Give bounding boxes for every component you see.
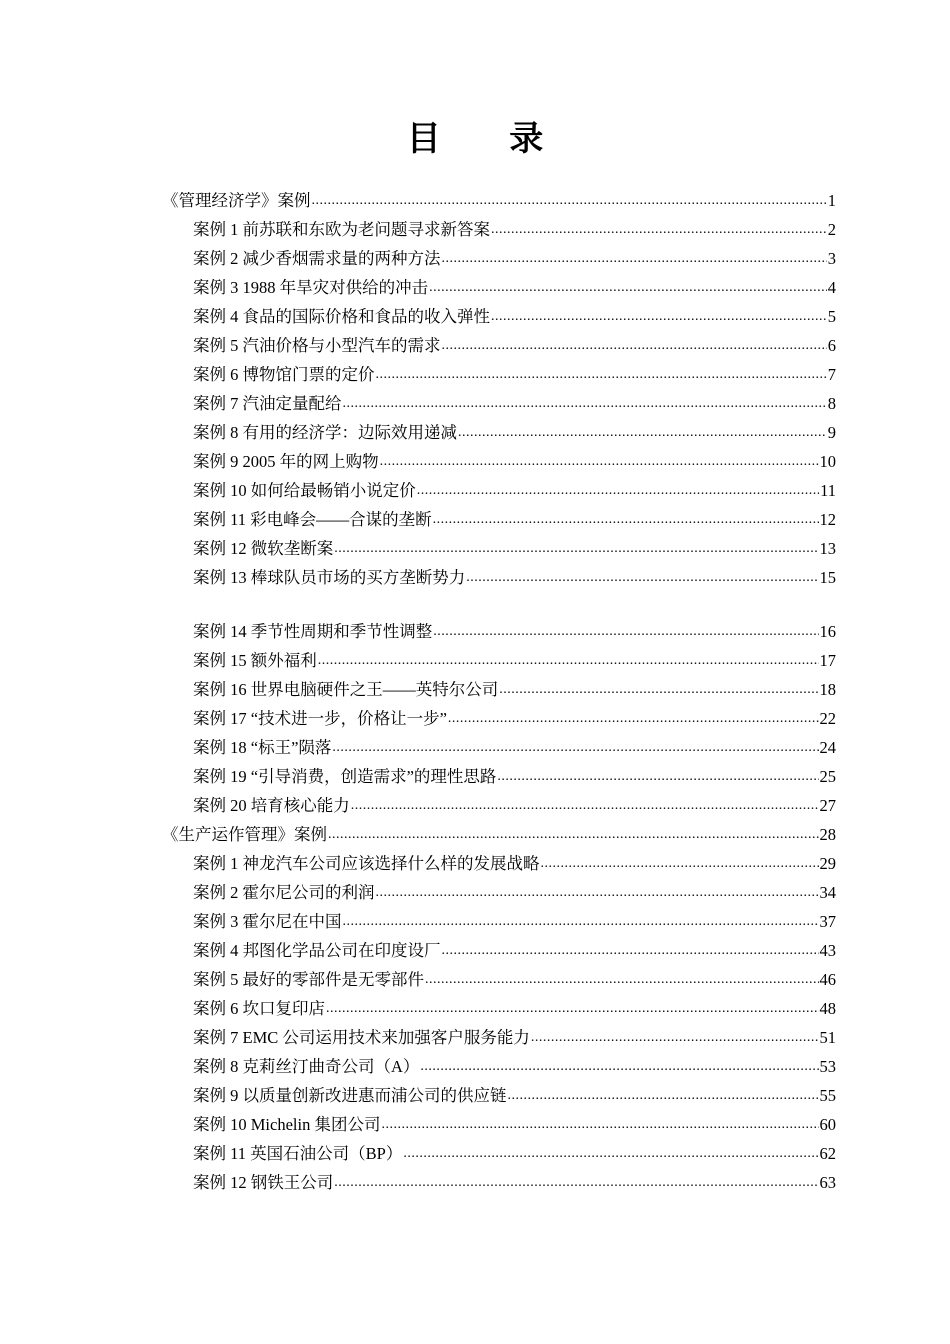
toc-entry-label: 案例 14 季节性周期和季节性调整 bbox=[193, 622, 433, 641]
toc-entry-label: 案例 10 Michelin 集团公司 bbox=[193, 1115, 381, 1134]
toc-entry[interactable] bbox=[193, 733, 836, 762]
toc-entry[interactable] bbox=[193, 389, 836, 418]
toc-dot-leader bbox=[343, 389, 827, 418]
toc-dot-leader bbox=[334, 1168, 818, 1197]
toc-entry[interactable] bbox=[193, 273, 836, 302]
toc-dot-leader bbox=[491, 302, 827, 331]
toc-page-number: 11 bbox=[820, 481, 836, 500]
toc-entry[interactable] bbox=[193, 244, 836, 273]
toc-entry-label: 案例 7 汽油定量配给 bbox=[193, 394, 342, 413]
toc-page-number: 46 bbox=[819, 970, 836, 989]
toc-dot-leader bbox=[448, 704, 819, 733]
toc-entry-label: 案例 1 前苏联和东欧为老问题寻求新答案 bbox=[193, 220, 490, 239]
toc-page-number: 51 bbox=[819, 1028, 836, 1047]
toc-dot-leader bbox=[376, 360, 827, 389]
toc-entry-label: 案例 11 英国石油公司（BP） bbox=[193, 1144, 403, 1163]
toc-dot-leader bbox=[442, 936, 819, 965]
toc-dot-leader bbox=[376, 878, 819, 907]
toc-entry-label: 案例 7 EMC 公司运用技术来加强客户服务能力 bbox=[193, 1028, 530, 1047]
toc-page-number: 63 bbox=[819, 1173, 836, 1192]
toc-entry[interactable] bbox=[193, 849, 836, 878]
toc-section-entry[interactable] bbox=[162, 186, 836, 215]
toc-dot-leader bbox=[417, 476, 819, 505]
toc-entry[interactable] bbox=[193, 675, 836, 704]
toc-dot-leader bbox=[531, 1023, 819, 1052]
toc-page-number: 24 bbox=[819, 738, 836, 757]
toc-dot-leader bbox=[499, 675, 818, 704]
toc-entry-label: 案例 6 坎口复印店 bbox=[193, 999, 325, 1018]
toc-entry-label: 案例 16 世界电脑硬件之王——英特尔公司 bbox=[193, 680, 499, 699]
toc-entry-label: 案例 9 2005 年的网上购物 bbox=[193, 452, 379, 471]
toc-page-number: 1 bbox=[827, 191, 836, 210]
toc-entry[interactable] bbox=[193, 617, 836, 646]
toc-entry[interactable] bbox=[193, 1052, 836, 1081]
toc-entry-label: 案例 10 如何给最畅销小说定价 bbox=[193, 481, 416, 500]
toc-page-number: 55 bbox=[819, 1086, 836, 1105]
toc-entry[interactable] bbox=[193, 965, 836, 994]
toc-entry[interactable] bbox=[193, 505, 836, 534]
toc-entry-label: 案例 20 培育核心能力 bbox=[193, 796, 350, 815]
toc-page-number: 6 bbox=[827, 336, 836, 355]
toc-page-number: 16 bbox=[819, 622, 836, 641]
toc-dot-leader bbox=[442, 244, 827, 273]
toc-page-number: 17 bbox=[819, 651, 836, 670]
toc-dot-leader bbox=[403, 1139, 818, 1168]
toc-dot-leader bbox=[497, 762, 818, 791]
toc-entry-label: 案例 15 额外福利 bbox=[193, 651, 317, 670]
toc-dot-leader bbox=[328, 820, 819, 849]
toc-dot-leader bbox=[326, 994, 819, 1023]
toc-dot-leader bbox=[334, 534, 818, 563]
toc-entry-label: 案例 5 汽油价格与小型汽车的需求 bbox=[193, 336, 441, 355]
toc-page-number: 60 bbox=[819, 1115, 836, 1134]
toc-entry[interactable] bbox=[193, 534, 836, 563]
toc-page-number: 18 bbox=[819, 680, 836, 699]
toc-page-number: 3 bbox=[827, 249, 836, 268]
toc-page-number: 12 bbox=[819, 510, 836, 529]
toc-dot-leader bbox=[433, 617, 818, 646]
toc-entry-label: 案例 8 克莉丝汀曲奇公司（A） bbox=[193, 1057, 420, 1076]
toc-entry[interactable] bbox=[193, 994, 836, 1023]
toc-page-number: 34 bbox=[819, 883, 836, 902]
toc-entry-label: 案例 2 霍尔尼公司的利润 bbox=[193, 883, 375, 902]
toc-entry[interactable] bbox=[193, 1023, 836, 1052]
toc-dot-leader bbox=[420, 1052, 818, 1081]
toc-entry[interactable] bbox=[193, 762, 836, 791]
toc-page-number: 10 bbox=[819, 452, 836, 471]
toc-entry[interactable] bbox=[193, 331, 836, 360]
toc-entry[interactable] bbox=[193, 704, 836, 733]
toc-dot-leader bbox=[381, 1110, 818, 1139]
toc-entry[interactable] bbox=[193, 1168, 836, 1197]
toc-dot-leader bbox=[351, 791, 819, 820]
toc-entry-label: 案例 6 博物馆门票的定价 bbox=[193, 365, 375, 384]
toc-entry[interactable] bbox=[193, 215, 836, 244]
toc-entry-label: 案例 3 霍尔尼在中国 bbox=[193, 912, 342, 931]
toc-entry-label: 案例 5 最好的零部件是无零部件 bbox=[193, 970, 424, 989]
toc-entry[interactable] bbox=[193, 907, 836, 936]
toc-entry[interactable] bbox=[193, 646, 836, 675]
page-title: 目 录 bbox=[406, 121, 574, 158]
toc-entry-label: 案例 9 以质量创新改进惠而浦公司的供应链 bbox=[193, 1086, 507, 1105]
toc-entry-label: 案例 2 减少香烟需求量的两种方法 bbox=[193, 249, 441, 268]
toc-page-number: 13 bbox=[819, 539, 836, 558]
toc-entry[interactable] bbox=[193, 878, 836, 907]
toc-page-number: 29 bbox=[819, 854, 836, 873]
toc-dot-leader bbox=[380, 447, 819, 476]
toc-dot-leader bbox=[442, 331, 827, 360]
toc-page-number: 2 bbox=[827, 220, 836, 239]
toc-entry-label: 案例 8 有用的经济学：边际效用递减 bbox=[193, 423, 457, 442]
toc-entry-label: 案例 4 食品的国际价格和食品的收入弹性 bbox=[193, 307, 490, 326]
toc-entry[interactable] bbox=[193, 302, 836, 331]
toc-entry[interactable] bbox=[193, 447, 836, 476]
toc-dot-leader bbox=[433, 505, 819, 534]
toc-page-number: 8 bbox=[827, 394, 836, 413]
toc-entry-label: 案例 13 棒球队员市场的买方垄断势力 bbox=[193, 568, 466, 587]
toc-page-number: 37 bbox=[819, 912, 836, 931]
toc-entry-label: 案例 1 神龙汽车公司应该选择什么样的发展战略 bbox=[193, 854, 540, 873]
toc-dot-leader bbox=[425, 965, 819, 994]
toc-dot-leader bbox=[332, 733, 818, 762]
toc-page-number: 25 bbox=[819, 767, 836, 786]
toc-entry-label: 《管理经济学》案例 bbox=[162, 191, 311, 210]
toc-page-number: 5 bbox=[827, 307, 836, 326]
toc-entry-label: 案例 17 “技术进一步，价格让一步” bbox=[193, 709, 447, 728]
toc-page-number: 15 bbox=[819, 568, 836, 587]
toc-entry[interactable] bbox=[193, 1110, 836, 1139]
toc-page-number: 9 bbox=[827, 423, 836, 442]
toc-entry-label: 案例 11 彩电峰会——合谋的垄断 bbox=[193, 510, 432, 529]
toc-dot-leader bbox=[541, 849, 819, 878]
toc-entry-label: 案例 4 邦图化学品公司在印度设厂 bbox=[193, 941, 441, 960]
toc-dot-leader bbox=[508, 1081, 819, 1110]
toc-dot-leader bbox=[429, 273, 827, 302]
toc-entry[interactable] bbox=[193, 936, 836, 965]
toc-page-number: 22 bbox=[819, 709, 836, 728]
toc-dot-leader bbox=[491, 215, 827, 244]
toc-entry[interactable] bbox=[193, 360, 836, 389]
toc-page-number: 43 bbox=[819, 941, 836, 960]
toc-page-number: 48 bbox=[819, 999, 836, 1018]
toc-entry-label: 案例 19 “引导消费，创造需求”的理性思路 bbox=[193, 767, 497, 786]
toc-section-entry[interactable] bbox=[162, 820, 836, 849]
toc-entry[interactable] bbox=[193, 1139, 836, 1168]
toc-page-number: 4 bbox=[827, 278, 836, 297]
toc-page-number: 7 bbox=[827, 365, 836, 384]
toc-entry[interactable] bbox=[193, 476, 836, 505]
toc-dot-leader bbox=[458, 418, 827, 447]
toc-entry-label: 《生产运作管理》案例 bbox=[162, 825, 327, 844]
toc-dot-leader bbox=[312, 186, 827, 215]
toc-dot-leader bbox=[318, 646, 819, 675]
toc-entry[interactable] bbox=[193, 791, 836, 820]
toc-page-number: 28 bbox=[819, 825, 836, 844]
toc-entry-label: 案例 12 微软垄断案 bbox=[193, 539, 334, 558]
toc-dot-leader bbox=[343, 907, 819, 936]
toc-entry-label: 案例 18 “标王”陨落 bbox=[193, 738, 332, 757]
toc-page-number: 62 bbox=[819, 1144, 836, 1163]
toc-entry[interactable] bbox=[193, 563, 836, 592]
toc-entry[interactable] bbox=[193, 1081, 836, 1110]
toc-entry[interactable] bbox=[193, 418, 836, 447]
toc-entry-label: 案例 12 钢铁王公司 bbox=[193, 1173, 334, 1192]
toc-dot-leader bbox=[466, 563, 818, 592]
toc-entry-label: 案例 3 1988 年旱灾对供给的冲击 bbox=[193, 278, 429, 297]
toc-page-number: 53 bbox=[819, 1057, 836, 1076]
toc-page-number: 27 bbox=[819, 796, 836, 815]
